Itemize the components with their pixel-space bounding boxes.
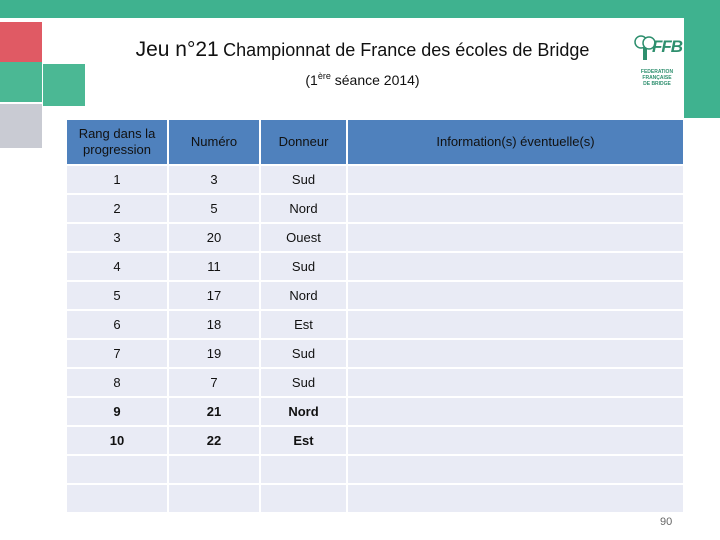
logo-text: FFB xyxy=(652,37,683,56)
table-row xyxy=(66,252,684,281)
decor-grey-square xyxy=(0,104,42,148)
cell-info xyxy=(347,310,684,339)
table-row xyxy=(66,484,684,513)
logo-org xyxy=(634,69,680,87)
ffb-logo xyxy=(630,34,683,92)
cell-numero: 7 xyxy=(168,368,260,397)
cell-rang: 9 xyxy=(66,397,168,426)
cell-donneur: Sud xyxy=(260,368,347,397)
cell-numero: 18 xyxy=(168,310,260,339)
cell-rang: 4 xyxy=(66,252,168,281)
table-row xyxy=(66,281,684,310)
slide-title xyxy=(90,38,635,62)
cell-info xyxy=(347,281,684,310)
cell-info xyxy=(347,339,684,368)
cell-donneur: Sud xyxy=(260,165,347,194)
cell-donneur: Nord xyxy=(260,194,347,223)
cell-info xyxy=(347,223,684,252)
cell-info xyxy=(347,368,684,397)
title-text: Championnat de France des écoles de Bridge xyxy=(223,40,590,60)
subtitle-open: (1 xyxy=(305,72,318,88)
decor-red-square xyxy=(0,22,42,62)
cell-numero: 19 xyxy=(168,339,260,368)
cell-numero: 22 xyxy=(168,426,260,455)
header-numero: Numéro xyxy=(168,119,260,165)
subtitle-rest: séance 2014) xyxy=(330,72,420,88)
table-row xyxy=(66,223,684,252)
cell-info xyxy=(347,252,684,281)
cell-donneur: Sud xyxy=(260,252,347,281)
decor-white-square xyxy=(43,22,85,62)
cell-rang xyxy=(66,484,168,513)
cell-numero xyxy=(168,484,260,513)
decor-right-block xyxy=(684,0,720,118)
cell-rang: 7 xyxy=(66,339,168,368)
decor-title-area xyxy=(43,18,684,118)
table-row xyxy=(66,455,684,484)
cell-rang: 6 xyxy=(66,310,168,339)
cell-donneur: Nord xyxy=(260,281,347,310)
cell-numero: 5 xyxy=(168,194,260,223)
cell-numero xyxy=(168,455,260,484)
cell-info xyxy=(347,455,684,484)
table-row xyxy=(66,339,684,368)
cell-info xyxy=(347,484,684,513)
table-row xyxy=(66,165,684,194)
table-row xyxy=(66,194,684,223)
decor-top-band xyxy=(0,0,720,18)
subtitle-superscript: ère xyxy=(317,71,331,81)
cell-rang: 3 xyxy=(66,223,168,252)
cell-rang: 2 xyxy=(66,194,168,223)
cell-donneur: Nord xyxy=(260,397,347,426)
logo-org-line: FEDERATION xyxy=(640,69,674,75)
cell-rang: 10 xyxy=(66,426,168,455)
cell-donneur xyxy=(260,484,347,513)
table-row xyxy=(66,426,684,455)
cell-info xyxy=(347,165,684,194)
header-rang: Rang dans la progression xyxy=(66,119,168,165)
cell-donneur: Est xyxy=(260,426,347,455)
cell-info xyxy=(347,397,684,426)
cell-info xyxy=(347,194,684,223)
slide-subtitle xyxy=(90,71,635,88)
cell-numero: 17 xyxy=(168,281,260,310)
decor-teal-square-2 xyxy=(43,64,85,106)
header-donneur: Donneur xyxy=(260,119,347,165)
cell-info xyxy=(347,426,684,455)
logo-org-line: FRANÇAISE xyxy=(642,75,672,81)
logo-org-line: DE BRIDGE xyxy=(643,81,671,87)
cell-numero: 11 xyxy=(168,252,260,281)
cell-donneur: Ouest xyxy=(260,223,347,252)
deal-table xyxy=(65,118,685,514)
table-header-row xyxy=(66,119,684,165)
table-row xyxy=(66,397,684,426)
cell-rang: 5 xyxy=(66,281,168,310)
title-number: Jeu n°21 xyxy=(135,38,219,61)
cell-numero: 3 xyxy=(168,165,260,194)
cell-rang xyxy=(66,455,168,484)
cell-donneur xyxy=(260,455,347,484)
header-info: Information(s) éventuelle(s) xyxy=(347,119,684,165)
cell-rang: 8 xyxy=(66,368,168,397)
cell-numero: 20 xyxy=(168,223,260,252)
cell-numero: 21 xyxy=(168,397,260,426)
page-number: 90 xyxy=(660,516,673,528)
cell-donneur: Sud xyxy=(260,339,347,368)
table-row xyxy=(66,310,684,339)
cell-rang: 1 xyxy=(66,165,168,194)
decor-teal-square xyxy=(0,62,42,102)
table-row xyxy=(66,368,684,397)
cell-donneur: Est xyxy=(260,310,347,339)
